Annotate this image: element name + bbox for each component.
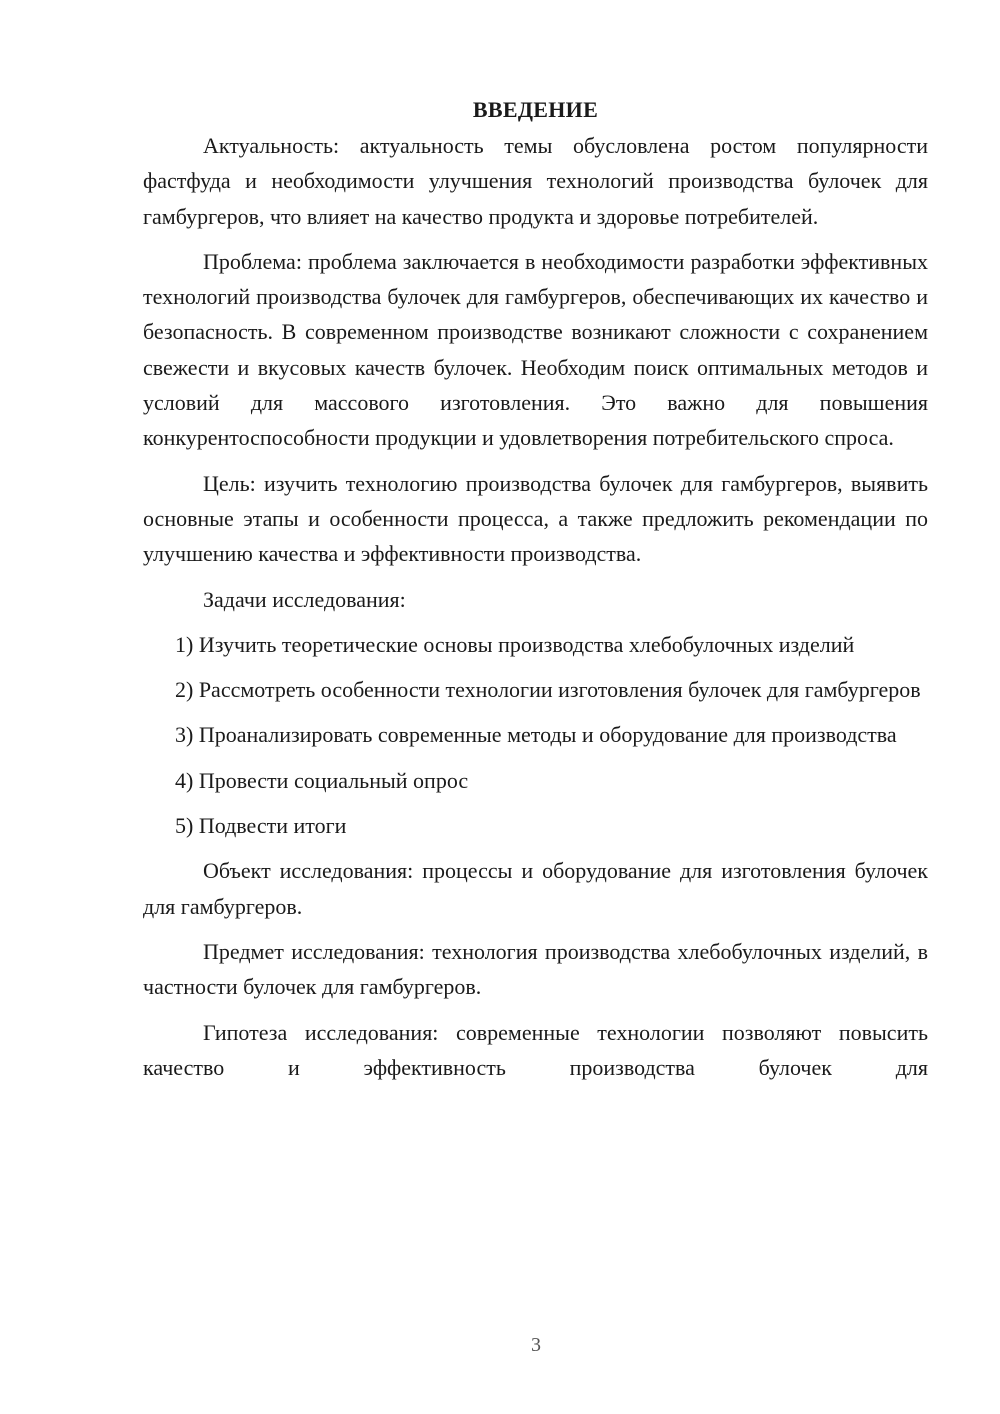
paragraph-hypothesis: Гипотеза исследования: современные технологии позволяют повысить качество и эффективность производства булочек для (143, 1019, 928, 1080)
paragraph-object: Объект исследования: процессы и оборудование для изготовления булочек для гамбургеров. (143, 858, 928, 919)
list-item: 2) Рассмотреть особенности технологии изготовления булочек для гамбургеров (175, 677, 921, 703)
tasks-list (143, 627, 928, 843)
document-page (143, 92, 928, 1095)
page-number: 3 (531, 1334, 541, 1356)
list-item: 3) Проанализировать современные методы и оборудование для производства (175, 722, 897, 748)
paragraph-subject: Предмет исследования: технология производства хлебобулочных изделий, в частности булочек для гамбургеров. (143, 938, 928, 1000)
paragraph-problem: Проблема: проблема заключается в необходимости разработки эффективных технологий производства булочек для гамбургеров, обеспечивающих их качество и безопасность. В современном производстве возникают сложности с сохранением свежести и вкусовых качеств булочек. Необходим поиск оптимальных методов и условий для массового изготовления. Это важно для повышения конкурентоспособности продукции и удовлетворения потребительского спроса. (143, 248, 928, 451)
list-item: 4) Провести социальный опрос (175, 767, 469, 793)
tasks-title: Задачи исследования: (203, 586, 406, 612)
paragraph-relevance: Актуальность: актуальность темы обусловлена ростом популярности фастфуда и необходимости улучшения технологий производства булочек для гамбургеров, что влияет на качество продукта и здоровье потребителей. (143, 133, 928, 229)
paragraph-goal: Цель: изучить технологию производства булочек для гамбургеров, выявить основные этапы и особенности процесса, а также предложить рекомендации по улучшению качества и эффективности производства. (143, 470, 928, 567)
section-heading: ВВЕДЕНИЕ (472, 97, 599, 122)
list-item: 5) Подвести итоги (175, 813, 347, 839)
list-item: 1) Изучить теоретические основы производства хлебобулочных изделий (175, 631, 855, 657)
